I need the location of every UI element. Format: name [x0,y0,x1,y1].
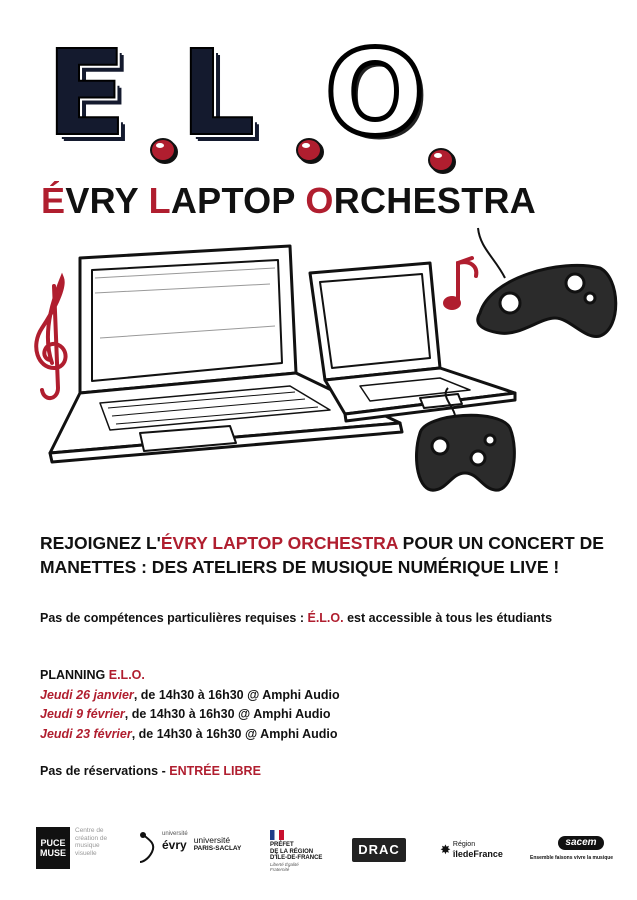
small-laptop-icon [310,263,515,421]
planning-title: PLANNING E.L.O. [40,668,145,682]
puce-muse-mark: PUCE MUSE [36,827,70,869]
logo-dot [296,138,322,162]
logo-dot [428,148,454,172]
logo-dot [150,138,176,162]
game-controller-icon [478,228,616,336]
star-icon: ✸ [440,842,451,857]
logo-letter-o: O [325,24,426,162]
requirements-text: Pas de compétences particulières requises : É.L.O. est accessible à tous les étudiants [40,611,553,625]
logo-letter-e: E [46,24,127,162]
sacem-mark: sacem [558,836,604,850]
puce-muse-text: Centre de création de musique visuelle [75,827,108,857]
headline: REJOIGNEZ L'ÉVRY LAPTOP ORCHESTRA POUR UN CONCERT DE MANETTES : DES ATELIERS DE MUSIQUE NUMÉRIQUE LIVE ! [40,533,604,577]
puce-muse-logo [36,827,113,869]
sacem-tagline: Ensemble faisons vivre la musique [530,855,614,861]
planning-session: Jeudi 9 février, de 14h30 à 16h30 @ Amphi Audio [40,707,331,721]
laptops-controllers-illustration [0,218,637,518]
universite-evry-logo: université évry université PARIS-SACLAY [138,830,241,864]
logo-letter-l: L [180,24,256,162]
reservation-text: Pas de réservations - ENTRÉE LIBRE [40,764,261,778]
region-idf-logo: ✸ Région îledeFrance [440,841,503,859]
evry-figure-icon [138,830,160,864]
music-note-icon [445,258,476,308]
partner-logos [0,822,637,882]
planning-section [40,666,340,744]
orchestra-subtitle: ÉVRY LAPTOP ORCHESTRA [41,180,537,221]
planning-session: Jeudi 23 février, de 14h30 à 16h30 @ Amphi Audio [40,726,338,741]
drac-logo: DRAC [352,838,406,862]
treble-clef-icon [36,278,65,398]
sacem-logo [530,836,614,861]
french-flag-icon [270,830,284,840]
prefet-logo: PRÉFET DE LA RÉGION D'ÎLE-DE-FRANCE Liberté Égalité Fraternité [270,830,322,872]
planning-session: Jeudi 26 janvier, de 14h30 à 16h30 @ Amphi Audio [40,687,340,702]
